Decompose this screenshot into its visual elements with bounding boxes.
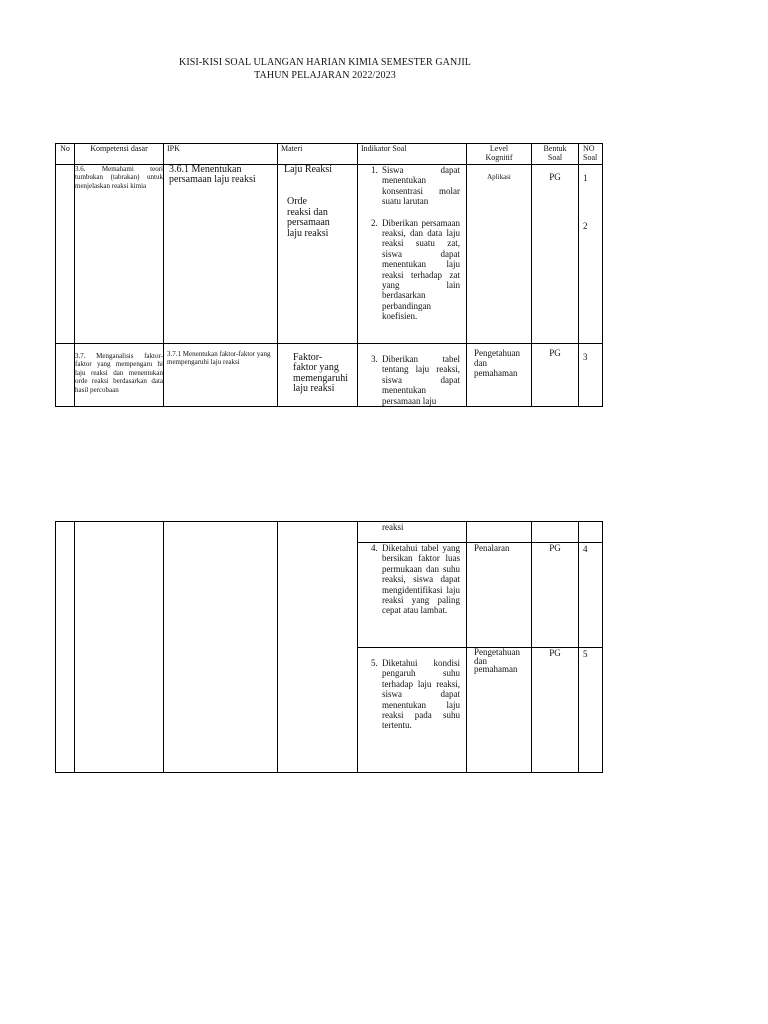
header-nosoal-line1: NO (583, 144, 595, 153)
indikator-item: 4. Diketahui tabel yang bersikan faktor luas permukaan dan suhu reaksi, siswa dapat mengidentifikasi laju reaksi yang paling cepat atau lambat. (380, 543, 460, 616)
cell-materi (278, 165, 358, 344)
cell-ipk: 3.7.1 Menentukan faktor-faktor yang mempengaruhi laju reaksi (164, 344, 278, 407)
cell-level: Penalaran (467, 543, 532, 648)
cell-ipk (164, 522, 278, 773)
cell-ipk (164, 165, 278, 344)
document-title: KISI-KISI SOAL ULANGAN HARIAN KIMIA SEMESTER GANJIL (179, 57, 471, 68)
document-subtitle: TAHUN PELAJARAN 2022/2023 (254, 70, 396, 81)
cell-no-soal (579, 522, 603, 543)
indikator-continued-text: reaksi (382, 522, 404, 532)
header-level-line2: Kognitif (485, 153, 513, 162)
header-level-line1: Level (489, 144, 509, 153)
cell-no-soal: 4 (579, 543, 603, 648)
cell-no-soal: 3 (579, 344, 603, 407)
header-no-soal (579, 144, 603, 165)
cell-materi (278, 522, 358, 773)
header-bentuk-line1: Bentuk (543, 144, 567, 153)
indikator-item: 1. Siswa dapat menentukan konsentrasi molar suatu larutan (380, 165, 460, 207)
cell-no (56, 344, 75, 407)
cell-no-soal (579, 165, 603, 344)
cell-level (467, 522, 532, 543)
header-nosoal-line2: Soal (583, 153, 598, 162)
kisi-kisi-table (55, 143, 603, 407)
cell-indikator (358, 648, 467, 773)
header-materi: Materi (278, 144, 358, 165)
cell-indikator (358, 344, 467, 407)
cell-level: Aplikasi (467, 165, 532, 344)
materi-faktor: Faktor- faktor yang memengaruhi laju reaksi (293, 352, 348, 395)
cell-bentuk: PG (532, 648, 579, 773)
cell-materi (278, 344, 358, 407)
table-row (56, 522, 603, 543)
cell-bentuk: PG (532, 344, 579, 407)
cell-kompetensi-dasar: 3.6. Memahami teori tumbukan (tabrakan) untuk menjelaskan reaksi kimia (75, 165, 164, 344)
header-bentuk-line2: Soal (547, 153, 563, 162)
header-indikator-soal: Indikator Soal (358, 144, 467, 165)
indikator-item: 5. Diketahui kondisi pengaruh suhu terhadap laju reaksi, siswa dapat menentukan laju reaksi pada suhu tertentu. (380, 658, 460, 731)
cell-bentuk (532, 522, 579, 543)
cell-level: Pengetahuan dan pemahaman (467, 648, 532, 773)
cell-no (56, 165, 75, 344)
cell-kompetensi-dasar: 3.7. Menganalisis faktor- faktor yang mempengaru hi laju reaksi dan menentukan orde reaksi berdasarkan data hasil percobaan (75, 344, 164, 407)
cell-indikator (358, 165, 467, 344)
header-bentuk-soal (532, 144, 579, 165)
indikator-item: 3. Diberikan tabel tentang laju reaksi, siswa dapat menentukan persamaan laju (380, 354, 460, 406)
no-soal-2: 2 (583, 221, 588, 231)
cell-bentuk: PG (532, 165, 579, 344)
cell-bentuk: PG (532, 543, 579, 648)
indikator-list (358, 344, 466, 406)
indikator-list (358, 543, 466, 616)
table-row (56, 165, 603, 344)
materi-orde-reaksi: Orde reaksi dan persamaan laju reaksi (287, 196, 330, 239)
cell-level: Pengetahuan dan pemahaman (467, 344, 532, 407)
header-no: No (56, 144, 75, 165)
cell-kompetensi-dasar (75, 522, 164, 773)
header-level-kognitif (467, 144, 532, 165)
ipk-text: 3.6.1 Menentukan persamaan laju reaksi (169, 164, 256, 186)
kisi-kisi-table-continued (55, 521, 603, 773)
table-row (56, 344, 603, 407)
cell-indikator (358, 522, 467, 543)
no-soal-1: 1 (583, 173, 588, 183)
cell-indikator (358, 543, 467, 648)
cell-no (56, 522, 75, 773)
cell-no-soal: 5 (579, 648, 603, 773)
indikator-item: 2. Diberikan persamaan reaksi, dan data laju reaksi suatu zat, siswa dapat menentukan laju reaksi terhadap zat yang lain berdasarkan perbandingan koefisien. (380, 218, 460, 322)
header-kompetensi-dasar: Kompetensi dasar (75, 144, 164, 165)
indikator-list (358, 648, 466, 731)
header-ipk: IPK (164, 144, 278, 165)
indikator-list (358, 165, 466, 322)
materi-laju-reaksi: Laju Reaksi (284, 164, 333, 175)
table-header-row (56, 144, 603, 165)
